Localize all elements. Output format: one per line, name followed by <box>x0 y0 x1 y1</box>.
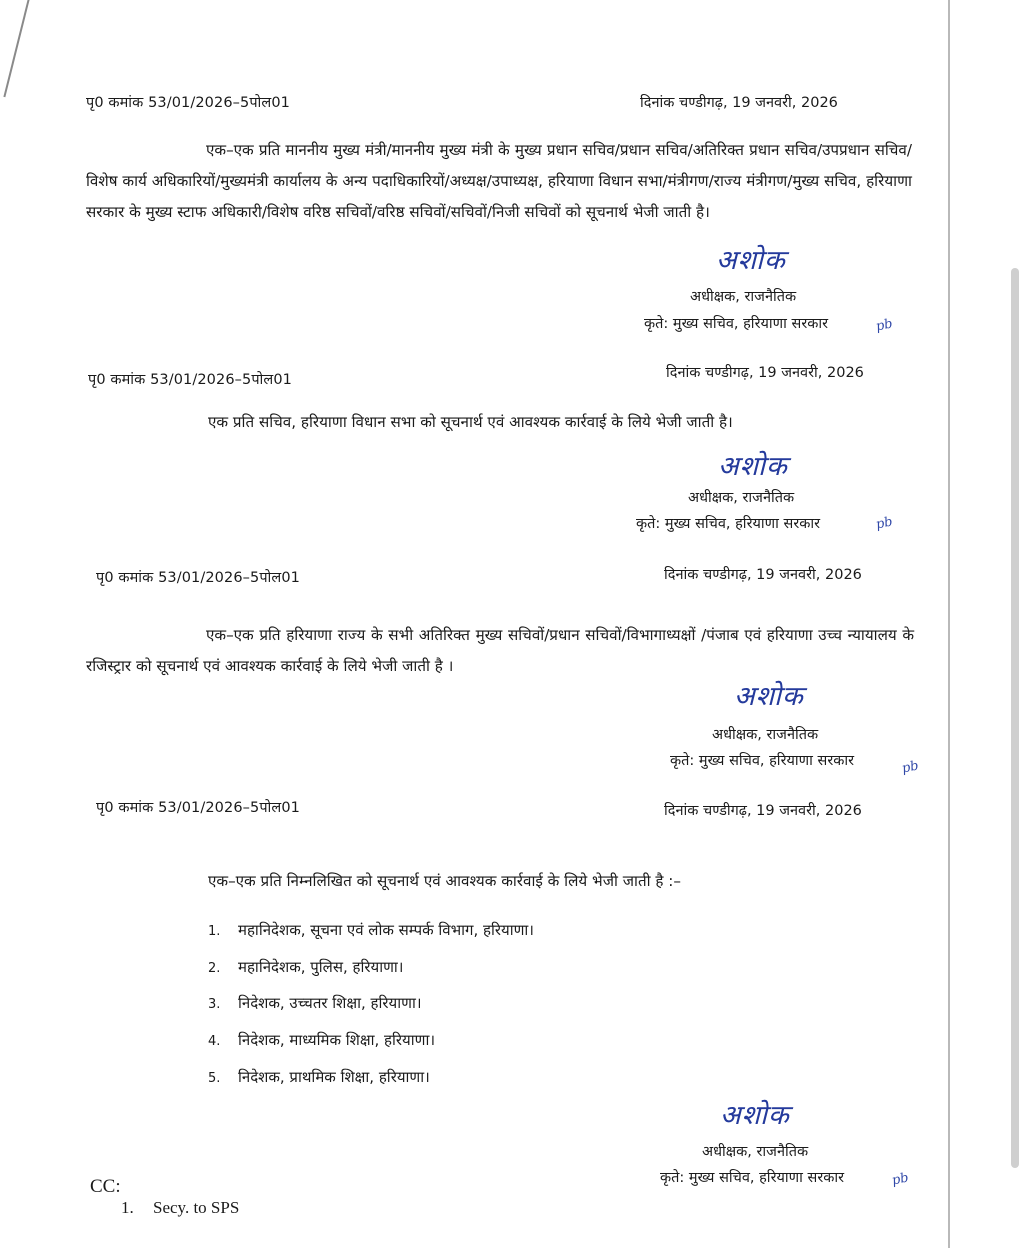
list-number: 4. <box>208 1034 221 1049</box>
signature: अशोक <box>720 1100 790 1131</box>
memo-ref-number: पृ0 कमांक 53/01/2026–5पोल01 <box>88 372 292 388</box>
signatory-on-behalf: कृते: मुख्य सचिव, हरियाणा सरकार <box>660 1170 845 1186</box>
scrollbar[interactable] <box>1011 268 1019 1168</box>
memo-date: दिनांक चण्डीगढ़, 19 जनवरी, 2026 <box>666 365 864 381</box>
page-edge <box>948 0 950 1248</box>
signatory-on-behalf: कृते: मुख्य सचिव, हरियाणा सरकार <box>644 316 829 332</box>
initials-mark: pb <box>874 316 895 335</box>
memo-date: दिनांक चण्डीगढ़, 19 जनवरी, 2026 <box>664 567 862 583</box>
memo-body: एक–एक प्रति निम्नलिखित को सूचनार्थ एवं आवश्यक कार्रवाई के लिये भेजी जाती है :– <box>208 872 681 890</box>
signatory-designation: अधीक्षक, राजनैतिक <box>712 727 819 743</box>
memo-date: दिनांक चण्डीगढ़, 19 जनवरी, 2026 <box>640 95 838 111</box>
list-item <box>208 957 404 977</box>
list-text: महानिदेशक, पुलिस, हरियाणा। <box>238 958 404 976</box>
list-text: निदेशक, माध्यमिक शिक्षा, हरियाणा। <box>238 1031 436 1049</box>
signatory-designation: अधीक्षक, राजनैतिक <box>690 289 797 305</box>
memo-ref-number: पृ0 कमांक 53/01/2026–5पोल01 <box>86 95 290 111</box>
list-text: निदेशक, प्राथमिक शिक्षा, हरियाणा। <box>238 1068 430 1086</box>
memo-body: एक–एक प्रति माननीय मुख्य मंत्री/माननीय मुख्य मंत्री के मुख्य प्रधान सचिव/प्रधान सचिव/अतिरिक्त प्रधान सचिव/उपप्रधान सचिव/विशेष कार्य अधिकारियों/मुख्यमंत्री कार्यालय के अन्य पदाधिकारियों/अध्यक्ष/उपाध्यक्ष, हरियाणा विधान सभा/मंत्रीगण/राज्य मंत्रीगण/मुख्य सचिव, हरियाणा सरकार के मुख्य स्टाफ अधिकारी/विशेष वरिष्ठ सचिवों/वरिष्ठ सचिवों/सचिवों/निजी सचिवों को सूचनार्थ भेजी जाती है। <box>86 141 912 221</box>
memo-ref-number: पृ0 कमांक 53/01/2026–5पोल01 <box>96 570 300 586</box>
list-number: 2. <box>208 961 221 976</box>
signatory-designation: अधीक्षक, राजनैतिक <box>702 1144 809 1160</box>
list-item <box>208 993 422 1013</box>
signature: अशोक <box>718 451 788 482</box>
scan-mark <box>3 0 32 97</box>
memo-body: एक–एक प्रति हरियाणा राज्य के सभी अतिरिक्त मुख्य सचिवों/प्रधान सचिवों/विभागाध्यक्षों /पंजाब एवं हरियाणा उच्च न्यायालय के रजिस्ट्रार को सूचनार्थ एवं आवश्यक कार्रवाई के लिये भेजी जाती है । <box>86 626 914 675</box>
initials-mark: pb <box>890 1170 911 1189</box>
initials-mark: pb <box>874 514 895 533</box>
cc-number: 1. <box>121 1198 134 1217</box>
cc-list-item <box>121 1198 239 1218</box>
signature: अशोक <box>716 245 786 276</box>
memo-ref-number: पृ0 कमांक 53/01/2026–5पोल01 <box>96 800 300 816</box>
list-number: 5. <box>208 1071 221 1086</box>
initials-mark: pb <box>900 758 921 777</box>
cc-label: CC: <box>90 1176 121 1197</box>
list-text: महानिदेशक, सूचना एवं लोक सम्पर्क विभाग, हरियाणा। <box>238 921 534 939</box>
signatory-designation: अधीक्षक, राजनैतिक <box>688 490 795 506</box>
list-number: 3. <box>208 997 221 1012</box>
list-item <box>208 920 534 940</box>
memo-body: एक प्रति सचिव, हरियाणा विधान सभा को सूचनार्थ एवं आवश्यक कार्रवाई के लिये भेजी जाती है। <box>208 413 733 431</box>
list-text: निदेशक, उच्चतर शिक्षा, हरियाणा। <box>238 994 422 1012</box>
list-number: 1. <box>208 924 221 939</box>
signatory-on-behalf: कृते: मुख्य सचिव, हरियाणा सरकार <box>670 753 855 769</box>
list-item <box>208 1030 435 1050</box>
signature: अशोक <box>734 681 804 712</box>
list-item <box>208 1067 430 1087</box>
cc-text: Secy. to SPS <box>153 1198 240 1217</box>
signatory-on-behalf: कृते: मुख्य सचिव, हरियाणा सरकार <box>636 516 821 532</box>
memo-date: दिनांक चण्डीगढ़, 19 जनवरी, 2026 <box>664 803 862 819</box>
